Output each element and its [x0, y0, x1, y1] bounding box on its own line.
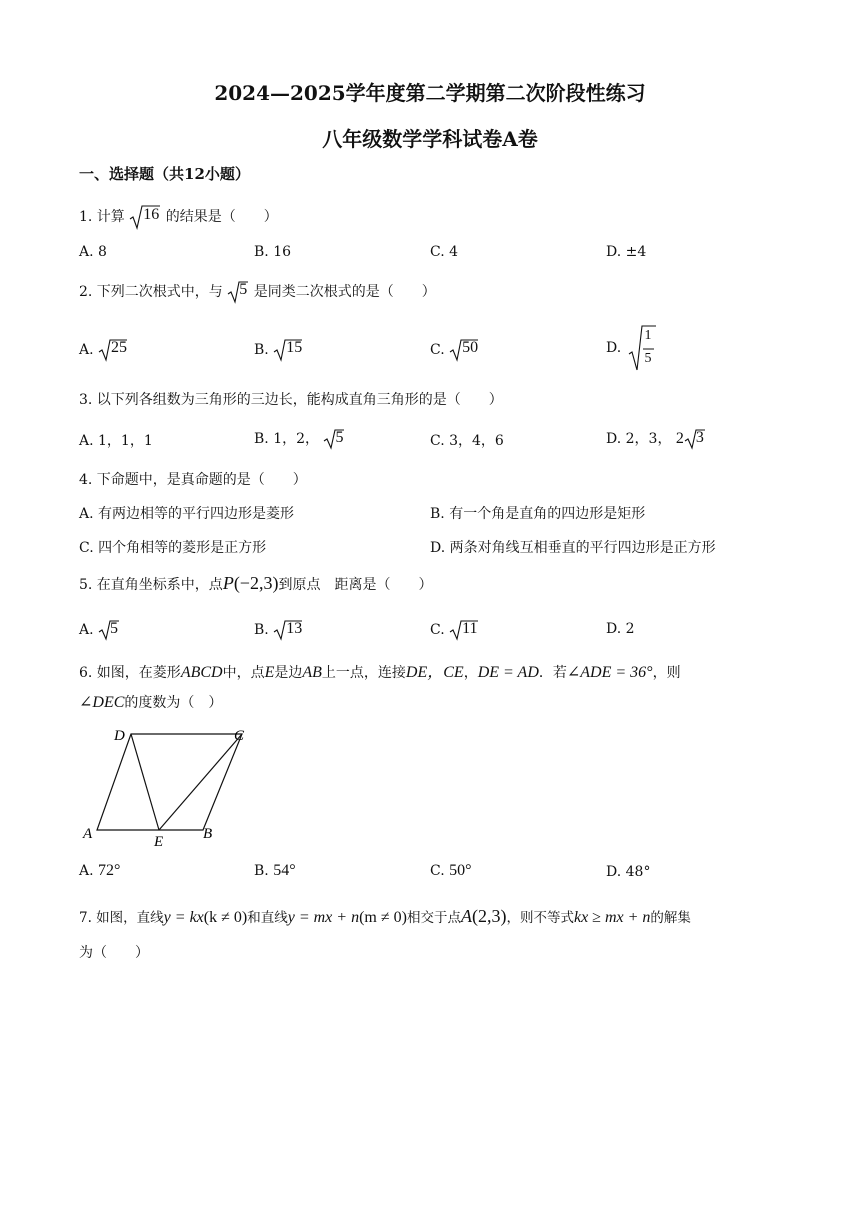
question-2 [79, 280, 436, 304]
q6-stem-c: 是边 [274, 665, 303, 681]
question-1 [79, 204, 278, 230]
q6-a-value: 72° [98, 862, 121, 879]
sqrt-16-value: 16 [143, 206, 160, 223]
q3-option-a[interactable]: A. 1，1，1 [79, 433, 153, 449]
sqrt-15-value: 15 [286, 339, 303, 356]
q1-stem-b: 的结果是（ ） [165, 209, 278, 225]
fraction-denominator: 5 [644, 351, 652, 366]
q7-stem-c: 相交于点 [406, 910, 461, 926]
q4-option-a[interactable]: A. 有两边相等的平行四边形是菱形 [79, 506, 295, 522]
q5-b-label: B. [254, 622, 269, 638]
question-6-line-2 [79, 692, 222, 712]
sqrt-13 [273, 619, 303, 641]
sqrt-50 [449, 338, 479, 362]
q1-option-a[interactable]: A. 8 [79, 244, 107, 260]
q6-stem-a: 6. 如图，在菱形 [79, 665, 181, 681]
q4-option-d[interactable]: D. 两条对角线互相垂直的平行四边形是正方形 [430, 540, 716, 556]
label-c: C [234, 728, 245, 744]
sqrt-16 [129, 204, 161, 230]
q5-stem-b: 到原点 距离是（ ） [278, 577, 433, 593]
q2-option-a[interactable] [79, 338, 128, 362]
question-7-line-1 [79, 906, 691, 927]
exam-subtitle: 八年级数学学科试卷A卷 [322, 127, 538, 151]
q7-stem-b: 和直线 [247, 910, 288, 926]
de-equals-ad: DE = AD [477, 664, 539, 681]
sqrt-5 [323, 428, 345, 450]
q1-option-d[interactable]: D. ±4 [606, 244, 647, 260]
rhombus-figure [78, 722, 258, 852]
rhombus-name: ABCD [180, 664, 223, 681]
sqrt-3 [684, 428, 706, 450]
q4-option-b[interactable]: B. 有一个角是直角的四边形是矩形 [430, 506, 646, 522]
q5-stem-a: 5. 在直角坐标系中，点 [79, 577, 223, 593]
q7-stem-d: ，则不等式 [506, 910, 574, 926]
label-a: A [83, 826, 93, 842]
q4-option-c[interactable]: C. 四个角相等的菱形是正方形 [79, 540, 267, 556]
sqrt-25-value: 25 [111, 339, 128, 356]
q6-b-value: 54° [273, 862, 296, 879]
q6-stem-b: 中，点 [222, 665, 265, 681]
q6-stem-g: 的度数为（ ） [124, 695, 223, 711]
sqrt-5 [98, 619, 120, 641]
q1-option-b[interactable]: B. 16 [254, 244, 292, 260]
q7-stem-e: 的解集 [650, 910, 691, 926]
question-5 [79, 573, 432, 594]
q5-option-b[interactable] [254, 619, 303, 641]
condition-k: (k ≠ 0) [203, 909, 248, 926]
label-d: D [114, 728, 125, 744]
sqrt-50-value: 50 [462, 339, 479, 356]
q2-b-label: B. [254, 342, 269, 358]
q3-option-d[interactable] [606, 428, 706, 450]
q3-d-label: D. 2，3， [606, 431, 672, 447]
line-y-kx: y = kx [163, 909, 204, 926]
segments-de-ce: DE，CE [405, 664, 464, 681]
fraction-numerator: 1 [644, 328, 652, 343]
sqrt-5-value: 5 [110, 620, 119, 637]
label-e: E [154, 834, 164, 850]
q6-separator: ， [463, 665, 478, 681]
sqrt-11 [449, 619, 479, 641]
q2-option-c[interactable] [430, 338, 479, 362]
condition-m: (m ≠ 0) [359, 909, 407, 926]
sqrt-5 [227, 280, 249, 304]
sqrt-13-value: 13 [286, 620, 303, 637]
point-e: E [264, 664, 275, 681]
q3-option-b[interactable] [254, 428, 345, 450]
q5-a-label: A. [79, 622, 94, 638]
q6-a-label: A. [79, 863, 94, 879]
q6-c-value: 50° [449, 862, 472, 879]
line-y-mx-n: y = mx + n [287, 909, 360, 926]
q6-stem-f: ，则 [652, 665, 681, 681]
q1-stem-a: 1. 计算 [79, 209, 125, 225]
q5-option-d[interactable]: D. 2 [606, 621, 635, 637]
q5-option-a[interactable] [79, 619, 120, 641]
q2-stem-b: 是同类二次根式的是（ ） [253, 284, 436, 300]
q6-b-label: B. [254, 863, 269, 879]
sqrt-5-value: 5 [335, 429, 344, 446]
q6-option-a[interactable] [79, 862, 120, 880]
label-b: B [203, 826, 213, 842]
side-ab: AB [302, 664, 322, 681]
q6-stem-d: 上一点，连接 [321, 665, 406, 681]
q6-c-label: C. [430, 863, 445, 879]
q5-c-label: C. [430, 622, 445, 638]
q2-a-label: A. [79, 342, 94, 358]
q3-b-label: B. 1，2， [254, 431, 320, 447]
q5-option-c[interactable] [430, 619, 479, 641]
angle-dec: ∠DEC [79, 694, 125, 711]
point-a: A [460, 906, 472, 926]
angle-ade: ∠ADE = 36° [566, 664, 653, 681]
inequality: kx ≥ mx + n [573, 909, 651, 926]
q2-option-d[interactable]: D. [606, 340, 622, 356]
point-p: P [222, 573, 234, 593]
q7-stem-a: 7. 如图，直线 [79, 910, 164, 926]
q6-stem-e: ．若 [538, 665, 567, 681]
question-6-line-1 [79, 659, 681, 682]
q2-option-b[interactable] [254, 338, 303, 362]
q2-stem-a: 2. 下列二次根式中，与 [79, 284, 223, 300]
q3-option-c[interactable]: C. 3，4，6 [430, 433, 504, 449]
sqrt-11-value: 11 [462, 620, 478, 637]
question-7-line-2: 为（ ） [79, 945, 149, 961]
coefficient: 2 [675, 430, 684, 447]
question-3: 3. 以下列各组数为三角形的三边长，能构成直角三角形的是（ ） [79, 392, 503, 408]
sqrt-one-fifth [628, 324, 658, 372]
q6-option-c[interactable] [430, 862, 472, 880]
q6-option-d[interactable]: D. 48° [606, 864, 651, 880]
section-heading: 一、选择题（共12小题） [79, 165, 250, 183]
q2-c-label: C. [430, 342, 445, 358]
q6-option-b[interactable] [254, 862, 296, 880]
question-4: 4. 下命题中，是真命题的是（ ） [79, 472, 307, 488]
point-p-coords: (−2,3) [233, 573, 279, 593]
sqrt-25 [98, 338, 128, 362]
q1-option-c[interactable]: C. 4 [430, 244, 459, 260]
point-a-coords: (2,3) [471, 906, 507, 926]
sqrt-5-value: 5 [239, 281, 248, 298]
exam-title: 2024—2025学年度第二学期第二次阶段性练习 [214, 81, 646, 105]
sqrt-15 [273, 338, 303, 362]
sqrt-3-value: 3 [695, 429, 704, 446]
